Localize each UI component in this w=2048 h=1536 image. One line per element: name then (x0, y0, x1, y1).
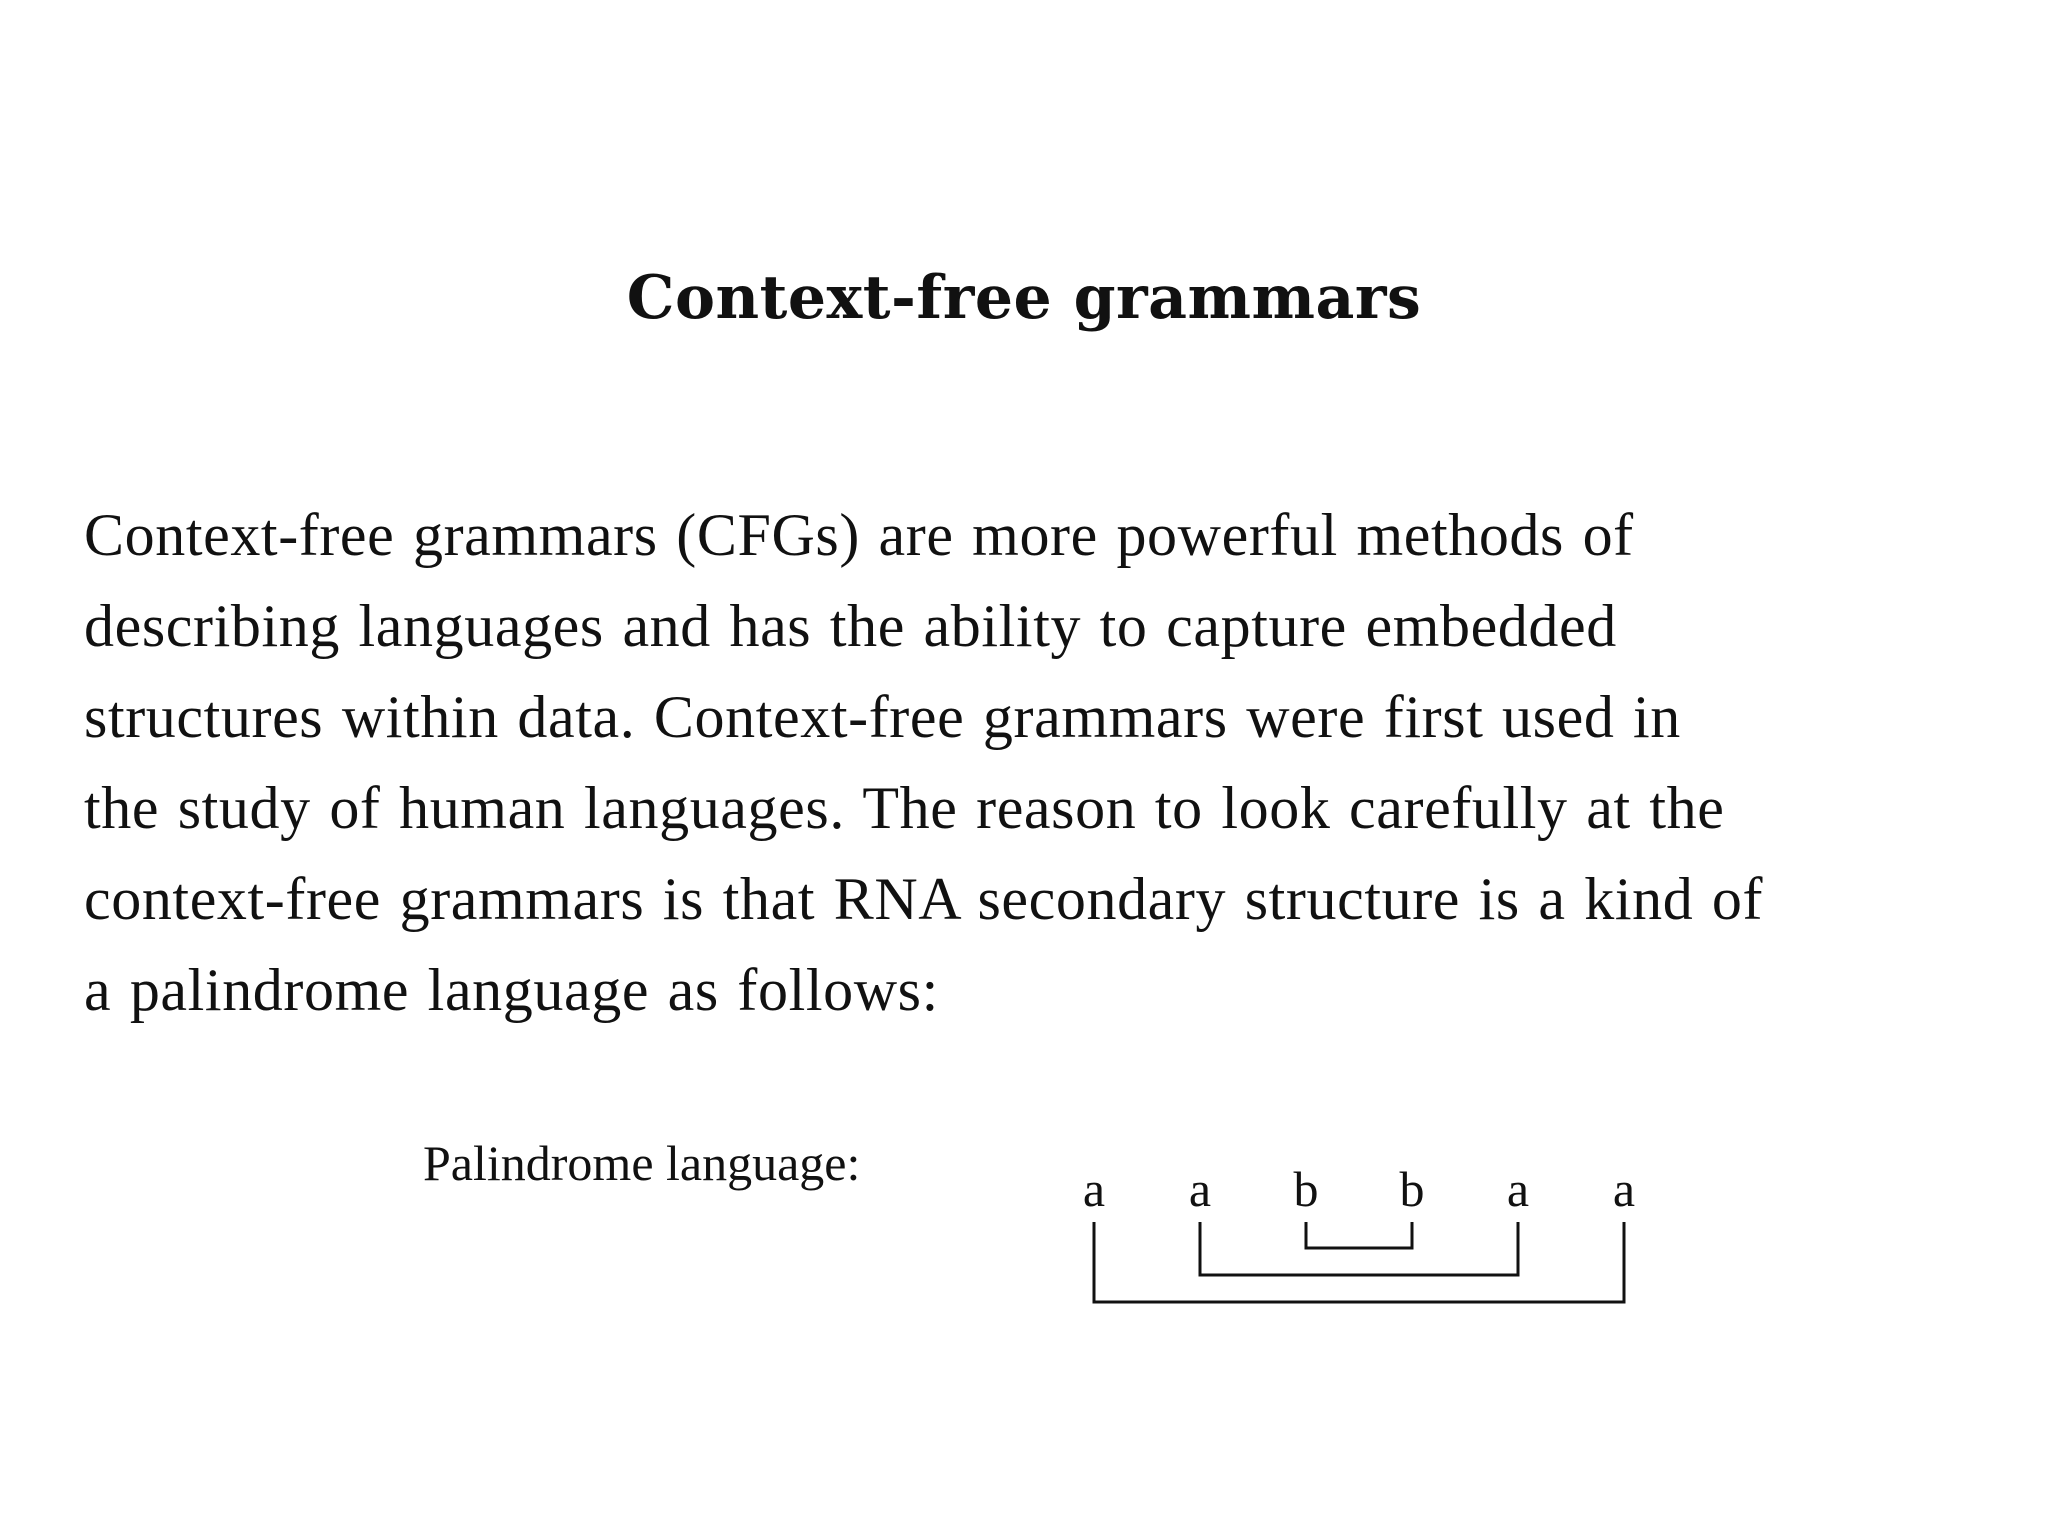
sequence-letter: b (1399, 1161, 1425, 1217)
sequence-letter: a (1082, 1161, 1106, 1217)
sequence-letter: b (1293, 1161, 1319, 1217)
paragraph-line-2: describing languages and has the ability to capture embedded (84, 593, 1617, 659)
palindrome-diagram (1060, 1140, 1660, 1320)
sequence-letter: a (1612, 1161, 1636, 1217)
pair-bracket (1094, 1222, 1624, 1302)
base-pair-brackets (1060, 1140, 1660, 1320)
pair-bracket (1306, 1222, 1412, 1248)
sequence-letter: a (1506, 1161, 1530, 1217)
paragraph-line-6: a palindrome language as follows: (84, 957, 939, 1023)
sequence-letter: a (1188, 1161, 1212, 1217)
paragraph-line-4: the study of human languages. The reason to look carefully at the (84, 775, 1725, 841)
palindrome-label: Palindrome language: (423, 1135, 861, 1191)
paragraph-line-3: structures within data. Context-free grammars were first used in (84, 684, 1681, 750)
paragraph-line-1: Context-free grammars (CFGs) are more powerful methods of (84, 502, 1634, 568)
paragraph-line-5: context-free grammars is that RNA secondary structure is a kind of (84, 866, 1764, 932)
slide-title: Context-free grammars (626, 263, 1422, 333)
body-paragraph (84, 490, 2024, 1036)
